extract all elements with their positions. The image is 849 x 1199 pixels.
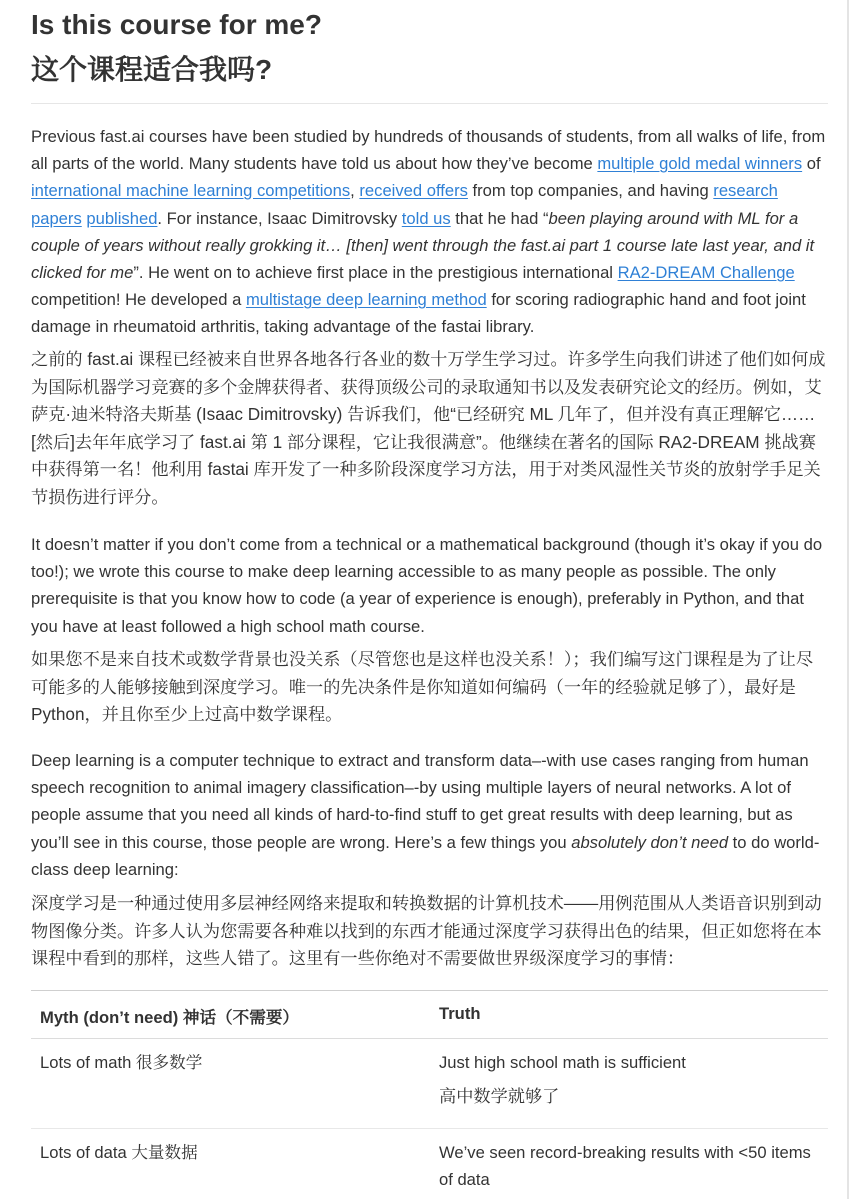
text-span: . For instance, Isaac Dimitrovsky <box>157 208 402 228</box>
truth-zh: 高中数学就够了 <box>439 1086 560 1107</box>
link-papers[interactable]: papers <box>31 208 82 228</box>
paragraph-2-en: It doesn’t matter if you don’t come from a technical or a mathematical background (though it’s okay if you do too!); we wrote this course to make deep learning accessible to as many people as possible. The only prerequisite is that you know how to code (a year of experience is enough), preferably in Python, and that you have at least followed a high school math course. <box>31 535 823 636</box>
link-told-us[interactable]: told us <box>401 208 451 228</box>
text-span: for scoring radiographic hand and foot joint damage in rheumatoid arthritis, taking advantage of the fastai library. <box>31 290 806 337</box>
link-published[interactable]: published <box>86 208 158 228</box>
paragraph-2-zh: 如果您不是来自技术或数学背景也没关系（尽管您也是这样也没关系！）；我们编写这门课程是为了让尽可能多的人能够接触到深度学习。唯一的先决条件是你知道如何编码（一年的经验就足够了），最好是 Python，并且你至少上过高中数学课程。 <box>31 649 814 725</box>
table-header-truth: Truth <box>439 1004 481 1023</box>
paragraph-1-en <box>31 123 828 341</box>
table-cell-myth: Lots of data 大量数据 <box>40 1143 198 1162</box>
text-span: to do world-class deep learning: <box>31 832 820 879</box>
emphasis-italic: absolutely don’t need <box>571 832 729 852</box>
text-span: Deep learning is a computer technique to extract and transform data–-with use cases ranging from human speech recognition to animal imagery classification–-by using multiple layers of neural networks. A lot of people assume that you need all kinds of hard-to-find stuff to get great results with deep learning, but as you’ll see in this course, those people are wrong. Here’s a few things you <box>31 751 809 852</box>
link-received-offers[interactable]: received offers <box>359 181 468 201</box>
table-row <box>31 1129 828 1199</box>
quote-italic: been playing around with ML for a couple of years without really grokking it… [then] went through the fast.ai part 1 course late last year, and it clicked for me <box>31 208 815 283</box>
section-heading-en: Is this course for me? <box>31 9 322 40</box>
table-row <box>31 1039 828 1129</box>
link-gold-medal-winners[interactable]: multiple gold medal winners <box>597 154 803 174</box>
table-header-myth: Myth (don’t need) 神话（不需要） <box>40 1008 300 1027</box>
text-span: , <box>350 181 360 201</box>
table-cell-truth <box>439 1139 829 1193</box>
section-heading-zh: 这个课程适合我吗? <box>31 54 273 85</box>
text-span: ”. He went on to achieve first place in the prestigious international <box>133 263 618 283</box>
paragraph-3-zh: 深度学习是一种通过使用多层神经网络来提取和转换数据的计算机技术——用例范围从人类语音识别到动物图像分类。许多人认为您需要各种难以找到的东西才能通过深度学习获得出色的结果，但正如您将在本课程中看到的那样，这些人错了。这里有一些你绝对不需要做世界级深度学习的事情： <box>31 893 822 969</box>
table-header-row <box>31 991 828 1039</box>
text-span: of <box>802 154 821 174</box>
table-cell-myth: Lots of math 很多数学 <box>40 1053 203 1072</box>
table-cell-truth <box>439 1049 829 1110</box>
truth-en: Just high school math is sufficient <box>439 1053 686 1072</box>
link-ra2-dream-challenge[interactable]: RA2-DREAM Challenge <box>617 263 795 283</box>
text-span: competition! He developed a <box>31 290 246 310</box>
link-multistage-method[interactable]: multistage deep learning method <box>245 290 487 310</box>
link-research[interactable]: research <box>713 181 778 201</box>
truth-en: We’ve seen record-breaking results with <50 items of data <box>439 1143 811 1190</box>
text-span: that he had “ <box>450 208 549 228</box>
paragraph-1-zh: 之前的 fast.ai 课程已经被来自世界各地各行各业的数十万学生学习过。许多学生向我们讲述了他们如何成为国际机器学习竞赛的多个金牌获得者、获得顶级公司的录取通知书以及发表研究论文的经历。例如，艾萨克·迪米特洛夫斯基 (Isaac Dimitrovsky) 告诉我们，他“已经研究 ML 几年了，但并没有真正理解它……[然后]去年年底学习了 fast.ai 第 1 部分课程，它让我很满意”。他继续在著名的国际 RA2-DREAM 挑战赛中获得第一名！他利用 fastai 库开发了一种多阶段深度学习方法，用于对类风湿性关节炎的放射学手足关节损伤进行评分。 <box>31 349 826 507</box>
myth-truth-table <box>31 990 828 1199</box>
text-span: Previous fast.ai courses have been studied by hundreds of thousands of students, from all walks of life, from all parts of the world. Many students have told us about how they’ve become <box>31 127 826 174</box>
heading-divider <box>31 103 828 104</box>
link-ml-competitions[interactable]: international machine learning competitions <box>31 181 351 201</box>
text-span: from top companies, and having <box>467 181 714 201</box>
paragraph-3-en <box>31 747 828 883</box>
